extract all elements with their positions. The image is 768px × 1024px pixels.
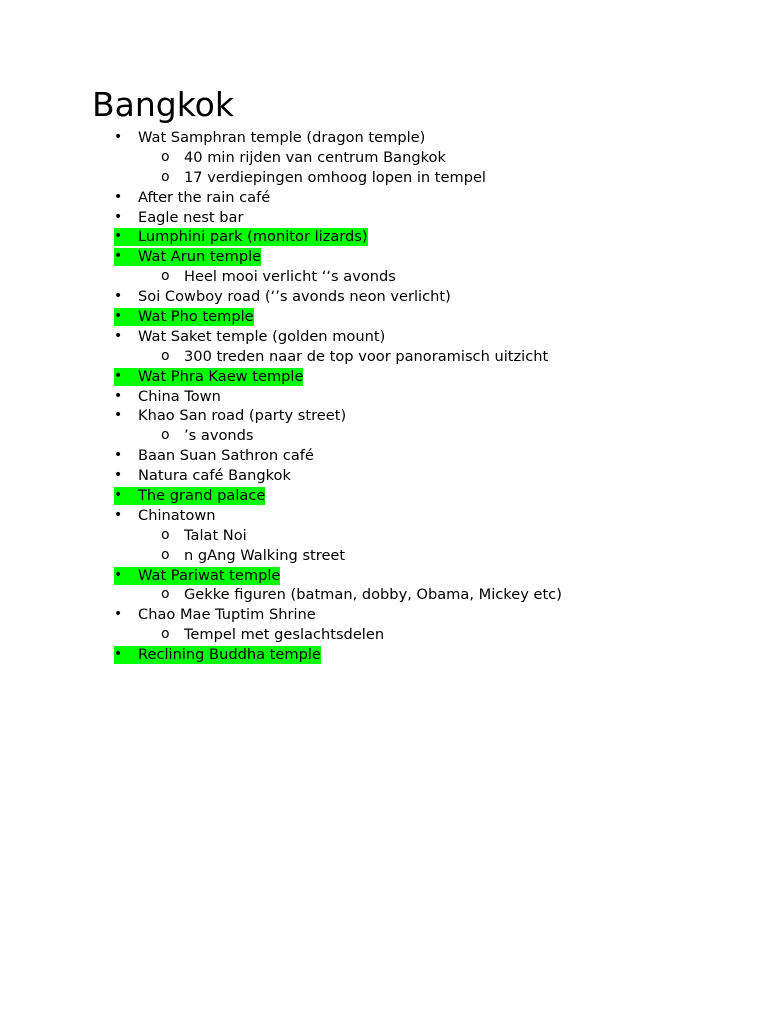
bullet-marker: • bbox=[114, 288, 123, 305]
sub-list-item-text: n gAng Walking street bbox=[184, 546, 346, 564]
sub-list-item-text: 17 verdiepingen omhoog lopen in tempel bbox=[184, 168, 486, 186]
list-item-text: Wat Samphran temple (dragon temple) bbox=[138, 129, 426, 146]
sub-bullet-marker: o bbox=[161, 526, 170, 543]
bullet-marker: • bbox=[114, 407, 123, 424]
sub-bullet-marker: o bbox=[161, 546, 170, 563]
bullet-marker: • bbox=[114, 248, 123, 265]
bullet-marker: • bbox=[114, 228, 123, 245]
sub-list-item-text: Heel mooi verlicht ‘‘s avonds bbox=[184, 268, 396, 286]
list-item-text: After the rain café bbox=[138, 188, 271, 206]
list-item-text: The grand palace bbox=[138, 487, 266, 505]
bullet-marker: • bbox=[114, 566, 123, 583]
sub-list-item-text: Tempel met geslachtsdelen bbox=[184, 626, 385, 644]
sub-list-item-text: 300 treden naar de top voor panoramisch uitzicht bbox=[184, 347, 549, 365]
bullet-marker: • bbox=[114, 208, 123, 225]
list-item-text: Baan Suan Sathron café bbox=[138, 447, 314, 465]
bullet-marker: • bbox=[114, 646, 123, 663]
list-item-text: Natura café Bangkok bbox=[138, 467, 291, 485]
list-item-text: Wat Phra Kaew temple bbox=[138, 367, 304, 385]
list-item-text: Soi Cowboy road (‘’s avonds neon verlicht) bbox=[138, 288, 451, 306]
bullet-marker: • bbox=[114, 367, 123, 384]
bullet-marker: • bbox=[114, 327, 123, 344]
sub-bullet-marker: o bbox=[161, 347, 170, 364]
list-item-text: Chao Mae Tuptim Shrine bbox=[138, 606, 316, 624]
list-item-text: Lumphini park (monitor lizards) bbox=[138, 228, 368, 246]
list-item-text: Reclining Buddha temple bbox=[138, 646, 321, 664]
list-item-text: Wat Arun temple bbox=[138, 248, 262, 266]
list-item-text: Eagle nest bar bbox=[138, 208, 244, 226]
sub-list-item-text: Talat Noi bbox=[184, 526, 247, 544]
bullet-marker: • bbox=[114, 606, 123, 623]
sub-bullet-marker: o bbox=[161, 268, 170, 285]
sub-bullet-marker: o bbox=[161, 168, 170, 185]
sub-bullet-marker: o bbox=[161, 586, 170, 603]
list-item-text: Wat Saket temple (golden mount) bbox=[138, 327, 386, 345]
sub-list-item-text: ’s avonds bbox=[184, 427, 254, 445]
bullet-marker: • bbox=[114, 506, 123, 523]
list-item-text: China Town bbox=[138, 387, 221, 405]
bullet-marker: • bbox=[114, 129, 123, 145]
list-item-text: Khao San road (party street) bbox=[138, 407, 347, 425]
bullet-marker: • bbox=[114, 308, 123, 325]
bullet-marker: • bbox=[114, 467, 123, 484]
list-item-text: Wat Pariwat temple bbox=[138, 566, 281, 584]
bullet-marker: • bbox=[114, 387, 123, 404]
list-item-text: Wat Pho temple bbox=[138, 308, 254, 326]
sub-bullet-marker: o bbox=[161, 626, 170, 643]
sub-list-item-text: Gekke figuren (batman, dobby, Obama, Mickey etc) bbox=[184, 586, 562, 604]
sub-bullet-marker: o bbox=[161, 427, 170, 444]
bullet-marker: • bbox=[114, 447, 123, 464]
bullet-marker: • bbox=[114, 487, 123, 504]
sub-bullet-marker: o bbox=[161, 148, 170, 165]
sub-list-item-text: 40 min rijden van centrum Bangkok bbox=[184, 148, 446, 166]
bullet-marker: • bbox=[114, 188, 123, 205]
list-item-text: Chinatown bbox=[138, 506, 216, 524]
page-title: Bangkok bbox=[92, 85, 234, 124]
